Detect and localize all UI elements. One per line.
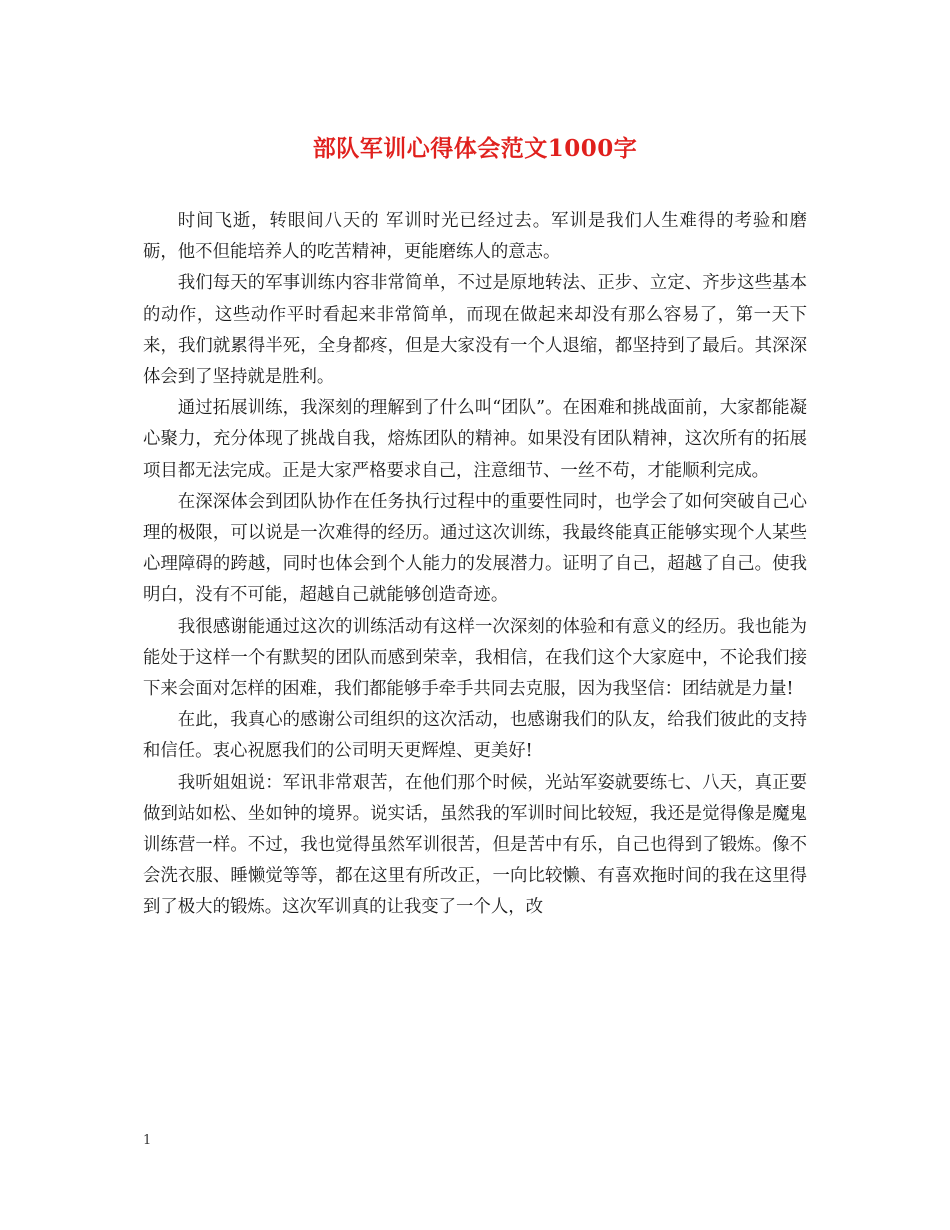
paragraph: 我很感谢能通过这次的训练活动有这样一次深刻的体验和有意义的经历。我也能为能处于这样一个有默契的团队而感到荣幸，我相信，在我们这个大家庭中，不论我们接下来会面对怎样的困难，我们都能够手牵手共同去克服，因为我坚信：团结就是力量! (143, 616, 807, 700)
paragraph: 我们每天的军事训练内容非常简单，不过是原地转法、正步、立定、齐步这些基本的动作，这些动作平时看起来非常简单，而现在做起来却没有那么容易了，第一天下来，我们就累得半死，全身都疼，但是大家没有一个人退缩，都坚持到了最后。其深深体会到了坚持就是胜利。 (143, 273, 807, 388)
paragraph: 在深深体会到团队协作在任务执行过程中的重要性同时，也学会了如何突破自己心理的极限，可以说是一次难得的经历。通过这次训练，我最终能真正能够实现个人某些心理障碍的跨越，同时也体会到个人能力的发展潜力。证明了自己，超越了自己。使我明白，没有不可能，超越自己就能够创造奇迹。 (143, 491, 807, 606)
paragraph: 通过拓展训练，我深刻的理解到了什么叫“团队”。在困难和挑战面前，大家都能凝心聚力，充分体现了挑战自我，熔炼团队的精神。如果没有团队精神，这次所有的拓展项目都无法完成。正是大家严格要求自己，注意细节、一丝不苟，才能顺利完成。 (143, 398, 807, 481)
document-body (143, 206, 807, 924)
paragraph: 在此，我真心的感谢公司组织的这次活动，也感谢我们的队友，给我们彼此的支持和信任。衷心祝愿我们的公司明天更辉煌、更美好! (143, 710, 807, 762)
paragraph: 我听姐姐说：军讯非常艰苦，在他们那个时候，光站军姿就要练七、八天，真正要做到站如松、坐如钟的境界。说实话，虽然我的军训时间比较短，我还是觉得像是魔鬼训练营一样。不过，我也觉得虽然军训很苦，但是苦中有乐，自己也得到了锻炼。像不会洗衣服、睡懒觉等等，都在这里有所改正，一向比较懒、有喜欢拖时间的我在这里得到了极大的锻炼。这次军训真的让我变了一个人，改 (143, 772, 807, 918)
page-number: 1 (143, 1133, 152, 1148)
document-title: 部队军训心得体会范文1000字 (312, 135, 638, 162)
paragraph: 时间飞逝，转眼间八天的 军训时光已经过去。军训是我们人生难得的考验和磨砺，他不但能培养人的吃苦精神，更能磨练人的意志。 (143, 211, 807, 263)
